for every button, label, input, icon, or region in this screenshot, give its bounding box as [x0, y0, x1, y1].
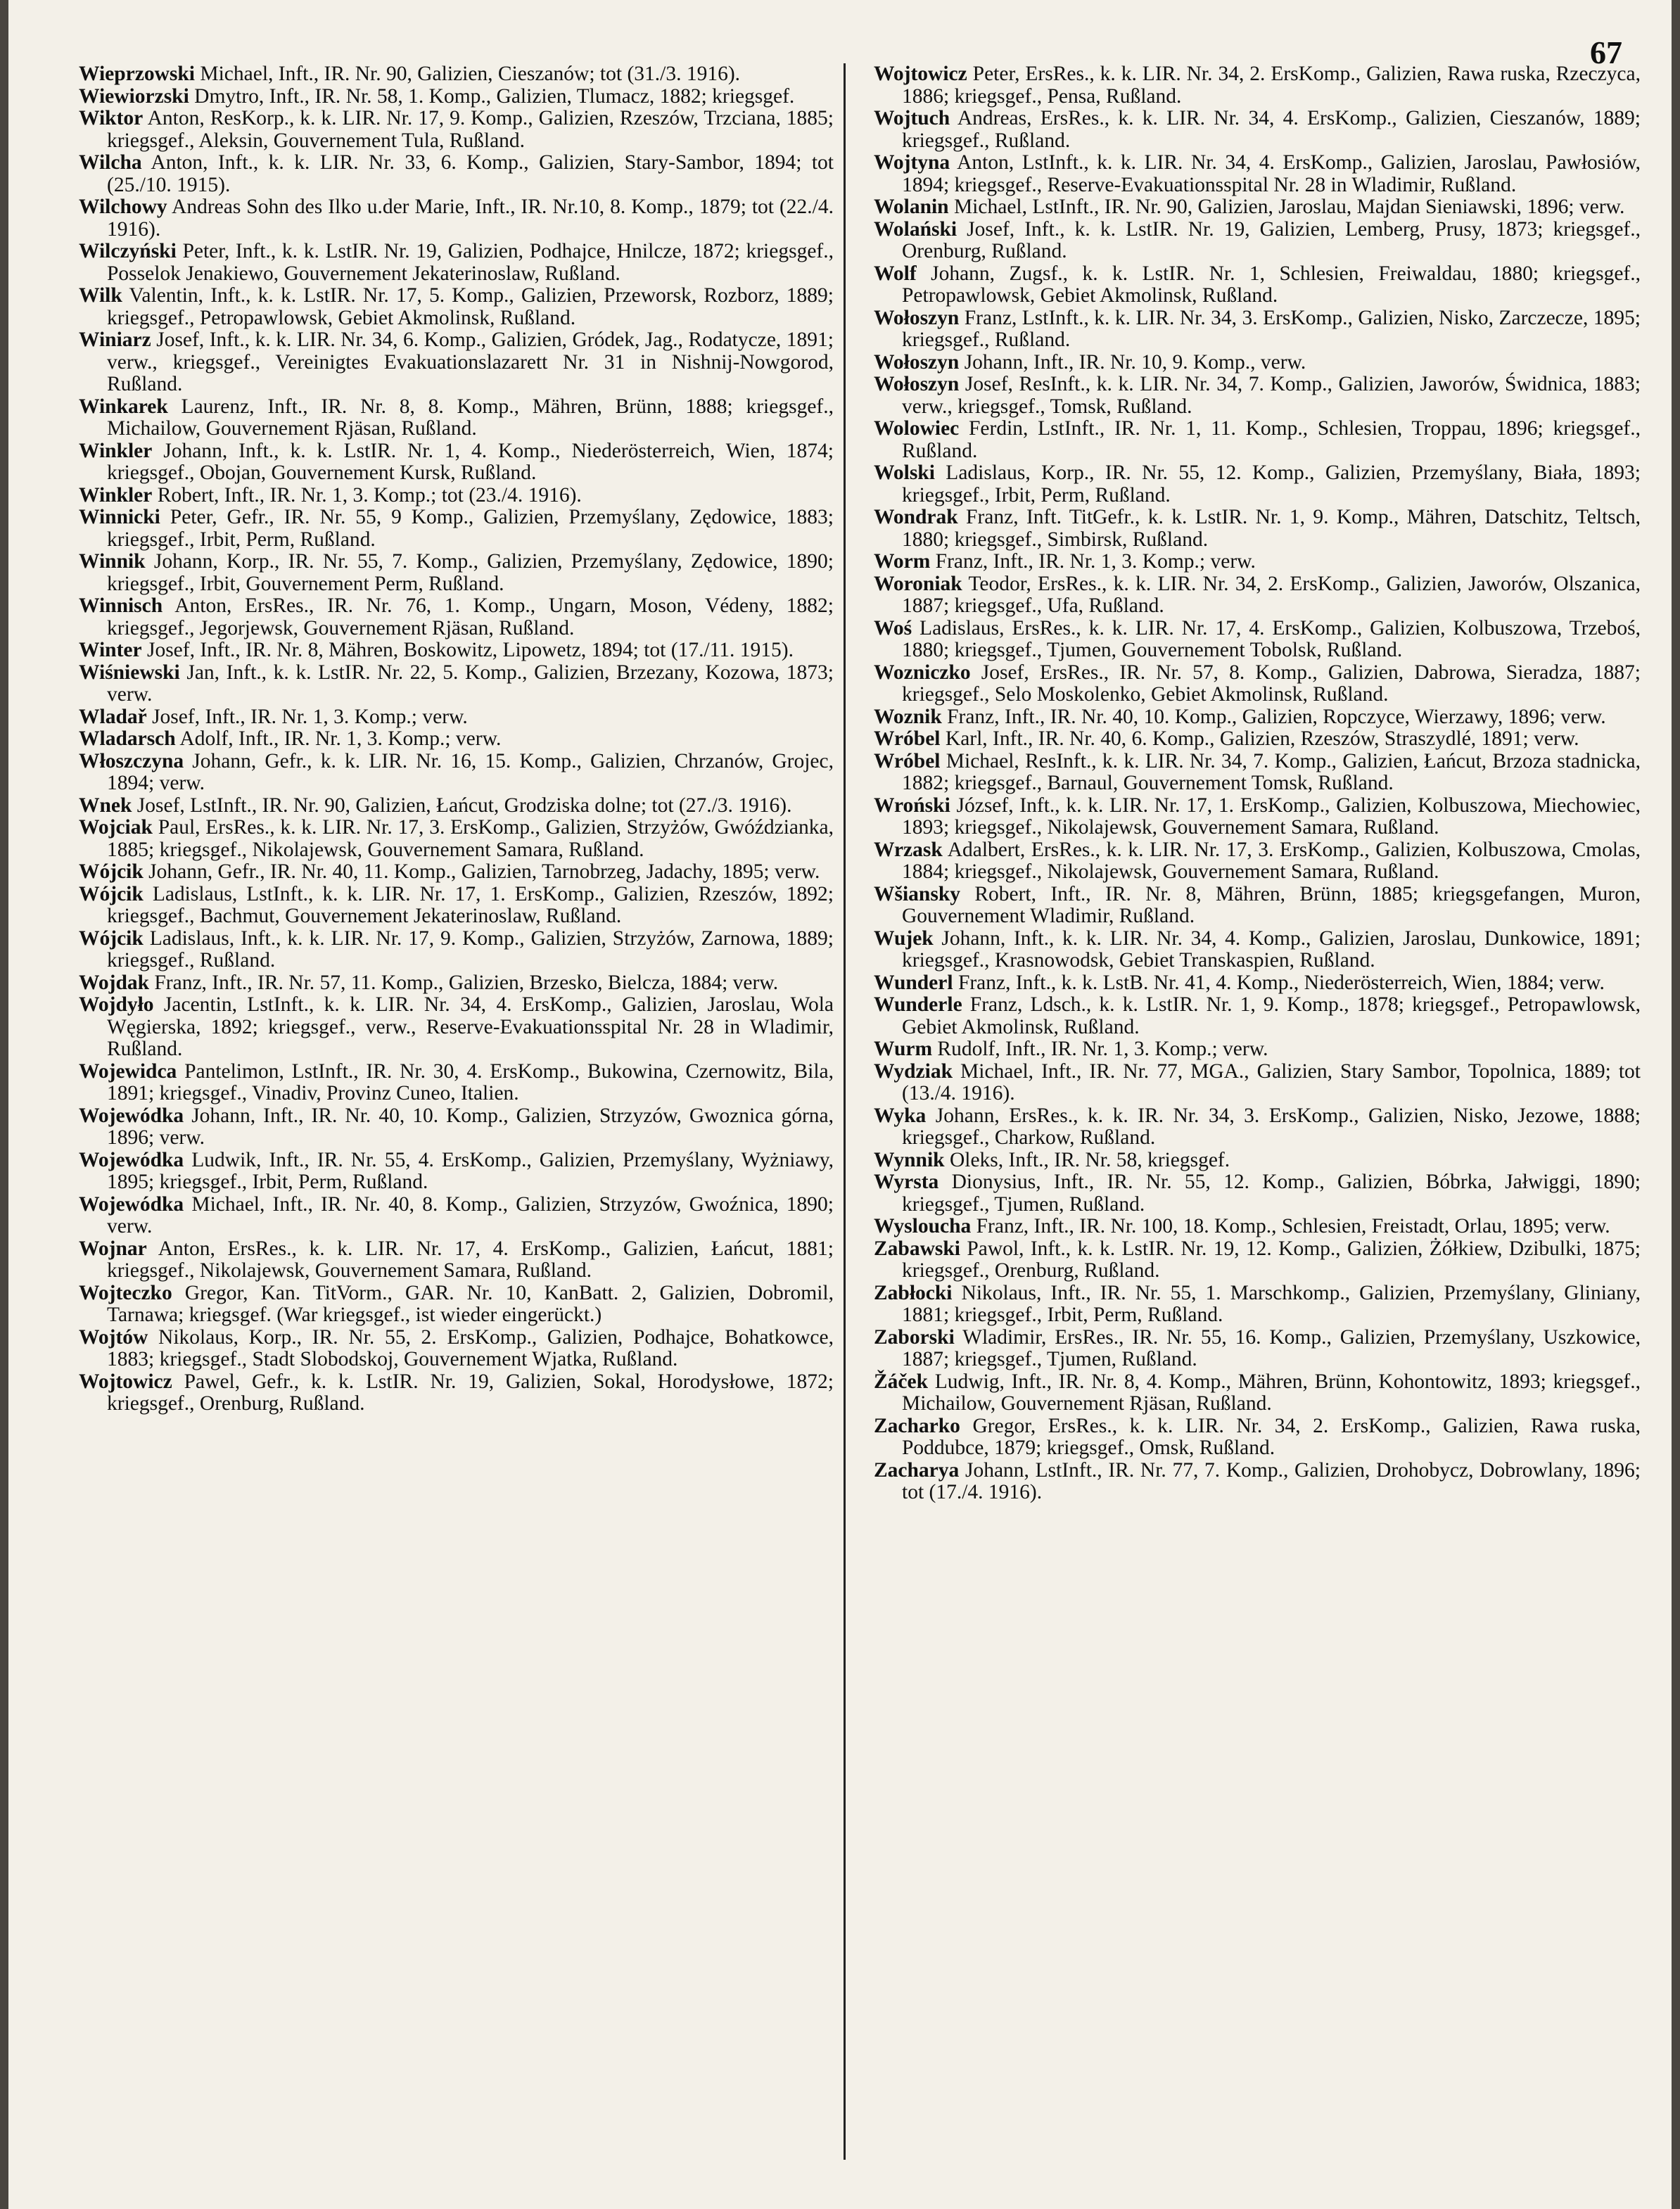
- list-entry: [874, 1238, 1641, 1282]
- entry-surname: Woznik: [874, 705, 942, 728]
- list-entry: [874, 618, 1641, 662]
- entry-details: Peter, Gefr., IR. Nr. 55, 9 Komp., Galizien, Przemyślany, Zędowice, 1883; kriegsgef., Irbit, Perm, Rußland.: [107, 506, 834, 551]
- entry-surname: Wojewódka: [79, 1104, 184, 1127]
- entry-details: Laurenz, Inft., IR. Nr. 8, 8. Komp., Mähren, Brünn, 1888; kriegsgef., Michailow, Gouvernement Rjäsan, Rußland.: [107, 395, 834, 440]
- entry-surname: Wozniczko: [874, 661, 971, 684]
- entry-details: Andreas Sohn des Ilko u.der Marie, Inft., IR. Nr.10, 8. Komp., 1879; tot (22./4. 1916).: [107, 196, 834, 241]
- list-entry: [874, 728, 1641, 751]
- list-entry: [79, 1327, 834, 1371]
- entry-surname: Włoszczyna: [79, 749, 184, 772]
- list-entry: [874, 884, 1641, 928]
- list-entry: [874, 573, 1641, 618]
- entry-surname: Zacharko: [874, 1414, 960, 1437]
- entry-surname: Wojtowicz: [79, 1370, 172, 1393]
- entry-surname: Wunderle: [874, 993, 962, 1016]
- entry-details: Nikolaus, Inft., IR. Nr. 55, 1. Marschkomp., Galizien, Przemyślany, Gliniany, 1881; kriegsgef., Irbit, Perm, Rußland.: [902, 1281, 1641, 1326]
- entry-details: Ludwig, Inft., IR. Nr. 8, 4. Komp., Mähren, Brünn, Kohontowitz, 1893; kriegsgef., Michailow, Gouvernement Rjäsan, Rußland.: [902, 1370, 1641, 1415]
- entry-details: Anton, ErsRes., k. k. LIR. Nr. 17, 4. ErsKomp., Galizien, Łańcut, 1881; kriegsgef., Nikolajewsk, Gouvernement Samara, Rußland.: [107, 1237, 834, 1282]
- right-column: [874, 63, 1641, 2160]
- list-entry: [874, 462, 1641, 507]
- entry-surname: Wojtyna: [874, 151, 950, 174]
- entry-details: Paul, ErsRes., k. k. LIR. Nr. 17, 3. ErsKomp., Galizien, Strzyżów, Gwóździanka, 1885; kriegsgef., Nikolajewsk, Gouvernement Samara, Rußland.: [107, 816, 834, 861]
- entry-details: Adolf, Inft., IR. Nr. 1, 3. Komp.; verw.: [175, 727, 502, 750]
- entry-details: Ladislaus, LstInft., k. k. LIR. Nr. 17, 1. ErsKomp., Galizien, Rzeszów, 1892; kriegsgef., Bachmut, Gouvernement Jekaterinoslaw, Rußland.: [107, 882, 834, 927]
- entry-surname: Wojewódka: [79, 1148, 184, 1171]
- entry-details: Franz, Inft., IR. Nr. 57, 11. Komp., Galizien, Brzesko, Bielcza, 1884; verw.: [149, 971, 779, 994]
- entry-details: Dionysius, Inft., IR. Nr. 55, 12. Komp., Galizien, Bóbrka, Jałwiggi, 1890; kriegsgef., Tjumen, Rußland.: [902, 1171, 1641, 1216]
- list-entry: [874, 795, 1641, 839]
- list-entry: [874, 706, 1641, 729]
- entry-details: Josef, Inft., k. k. LstIR. Nr. 19, Galizien, Lemberg, Prusy, 1873; kriegsgef., Orenburg, Rußland.: [902, 217, 1641, 262]
- list-entry: [79, 396, 834, 440]
- entry-details: Anton, Inft., k. k. LIR. Nr. 33, 6. Komp., Galizien, Stary-Sambor, 1894; tot (25./10. 1915).: [107, 151, 834, 196]
- entry-surname: Wieprzowski: [79, 63, 195, 85]
- entry-surname: Wojtów: [79, 1325, 148, 1349]
- entry-surname: Wojdak: [79, 971, 150, 994]
- entry-surname: Wojewidca: [79, 1059, 177, 1083]
- entry-surname: Wšiansky: [874, 882, 960, 905]
- entry-details: Andreas, ErsRes., k. k. LIR. Nr. 34, 4. ErsKomp., Galizien, Cieszanów, 1889; kriegsgef., Rußland.: [902, 107, 1641, 152]
- entry-surname: Wojdyło: [79, 993, 154, 1016]
- list-entry: [79, 485, 834, 507]
- entry-surname: Winkler: [79, 483, 153, 507]
- list-entry: [79, 196, 834, 241]
- list-entry: [79, 639, 834, 662]
- list-entry: [874, 994, 1641, 1038]
- entry-details: Michael, Inft., IR. Nr. 90, Galizien, Cieszanów; tot (31./3. 1916).: [195, 63, 741, 85]
- entry-surname: Zaborski: [874, 1325, 955, 1349]
- list-entry: [874, 928, 1641, 972]
- entry-surname: Wołoszyn: [874, 373, 960, 395]
- entry-details: Michael, LstInft., IR. Nr. 90, Galizien, Jaroslau, Majdan Sieniawski, 1896; verw.: [948, 196, 1625, 218]
- list-entry: [79, 706, 834, 729]
- entry-details: Josef, Inft., k. k. LIR. Nr. 34, 6. Komp., Galizien, Gródek, Jag., Rodatycze, 1891; verw., kriegsgef., Vereinigtes Evakuationslazarett Nr. 31 in Nishnij-Nowgorod, Rußland.: [107, 329, 834, 395]
- entry-surname: Winnisch: [79, 594, 163, 617]
- list-entry: [79, 329, 834, 396]
- page-number: 67: [1590, 34, 1622, 70]
- list-entry: [79, 817, 834, 861]
- entry-surname: Winnicki: [79, 506, 160, 528]
- list-entry: [874, 374, 1641, 418]
- list-entry: [79, 86, 834, 108]
- entry-surname: Wydziak: [874, 1059, 953, 1083]
- entry-surname: Zabłocki: [874, 1281, 953, 1304]
- list-entry: [79, 440, 834, 485]
- entry-surname: Wrzask: [874, 838, 943, 861]
- columns: [79, 63, 1641, 2160]
- entry-details: Wladimir, ErsRes., IR. Nr. 55, 16. Komp., Galizien, Przemyślany, Uszkowice, 1887; kriegsgef., Tjumen, Rußland.: [902, 1325, 1641, 1370]
- list-entry: [79, 795, 834, 817]
- list-entry: [874, 352, 1641, 374]
- entry-surname: Wolski: [874, 461, 935, 484]
- entry-surname: Wiktor: [79, 107, 144, 129]
- entry-details: Pantelimon, LstInft., IR. Nr. 30, 4. ErsKomp., Bukowina, Czernowitz, Bila, 1891; kriegsgef., Vinadiv, Provinz Cuneo, Italien.: [107, 1059, 834, 1104]
- entry-surname: Worm: [874, 550, 931, 573]
- list-entry: [874, 219, 1641, 263]
- list-entry: [874, 1327, 1641, 1371]
- entry-details: Franz, Inft. TitGefr., k. k. LstIR. Nr. 1, 9. Komp., Mähren, Datschitz, Teltsch, 1880; kriegsgef., Simbirsk, Rußland.: [902, 506, 1641, 551]
- entry-details: Peter, Inft., k. k. LstIR. Nr. 19, Galizien, Podhajce, Hnilcze, 1872; kriegsgef., Posselok Jenakiewo, Gouvernement Jekaterinoslaw, Rußland.: [107, 240, 834, 285]
- list-entry: [874, 1105, 1641, 1150]
- list-entry: [874, 507, 1641, 551]
- entry-surname: Wondrak: [874, 506, 958, 528]
- list-entry: [874, 751, 1641, 795]
- entry-surname: Winnik: [79, 550, 146, 573]
- list-entry: [874, 1282, 1641, 1327]
- list-entry: [874, 152, 1641, 196]
- list-entry: [874, 839, 1641, 884]
- list-entry: [874, 1216, 1641, 1238]
- list-entry: [79, 551, 834, 595]
- entry-details: Franz, Inft., IR. Nr. 1, 3. Komp.; verw.: [930, 550, 1256, 573]
- entry-surname: Wladař: [79, 705, 147, 728]
- entry-surname: Zabawski: [874, 1237, 960, 1260]
- entry-details: Gregor, ErsRes., k. k. LIR. Nr. 34, 2. ErsKomp., Galizien, Rawa ruska, Poddubce, 1879; kriegsgef., Omsk, Rußland.: [902, 1414, 1641, 1459]
- entry-surname: Woroniak: [874, 572, 962, 595]
- entry-details: Adalbert, ErsRes., k. k. LIR. Nr. 17, 3. ErsKomp., Galizien, Kolbuszowa, Cmolas, 1884; kriegsgef., Nikolajewsk, Gouvernement Samara, Rußland.: [902, 838, 1641, 883]
- list-entry: [79, 108, 834, 152]
- list-entry: [874, 1460, 1641, 1504]
- list-entry: [79, 285, 834, 329]
- entry-details: Ludwik, Inft., IR. Nr. 55, 4. ErsKomp., Galizien, Przemyślany, Wyżniawy, 1895; kriegsgef., Irbit, Perm, Rußland.: [107, 1148, 834, 1193]
- entry-details: Dmytro, Inft., IR. Nr. 58, 1. Komp., Galizien, Tlumacz, 1882; kriegsgef.: [189, 84, 795, 108]
- entry-details: Johann, Inft., IR. Nr. 40, 10. Komp., Galizien, Strzyzów, Gwoznica górna, 1896; verw.: [107, 1104, 834, 1149]
- entry-details: Peter, ErsRes., k. k. LIR. Nr. 34, 2. ErsKomp., Galizien, Rawa ruska, Rzeczyca, 1886; kriegsgef., Pensa, Rußland.: [902, 63, 1641, 108]
- entry-surname: Wojtuch: [874, 107, 950, 129]
- entry-details: Johann, Inft., k. k. LIR. Nr. 34, 4. Komp., Galizien, Jaroslau, Dunkowice, 1891; kriegsgef., Krasnowodsk, Gebiet Transkaspien, Rußland.: [902, 927, 1641, 972]
- list-entry: [79, 751, 834, 795]
- entry-details: Franz, LstInft., k. k. LIR. Nr. 34, 3. ErsKomp., Galizien, Nisko, Zarczecze, 1895; kriegsgef., Rußland.: [902, 306, 1641, 351]
- entry-surname: Wolf: [874, 262, 917, 285]
- entry-surname: Wiśniewski: [79, 661, 180, 684]
- entry-details: Teodor, ErsRes., k. k. LIR. Nr. 34, 2. ErsKomp., Galizien, Jaworów, Olszanica, 1887; kriegsgef., Ufa, Rußland.: [902, 572, 1641, 617]
- list-entry: [79, 861, 834, 884]
- entry-surname: Winkarek: [79, 395, 168, 418]
- entry-surname: Wróbel: [874, 749, 941, 772]
- entry-details: Josef, Inft., IR. Nr. 1, 3. Komp.; verw.: [146, 705, 468, 728]
- list-entry: [874, 263, 1641, 307]
- list-entry: [874, 972, 1641, 995]
- entry-surname: Wysloucha: [874, 1215, 972, 1237]
- entry-details: Franz, Ldsch., k. k. LstIR. Nr. 1, 9. Komp., 1878; kriegsgef., Petropawlowsk, Gebiet Akmolinsk, Rußland.: [902, 993, 1641, 1038]
- entry-surname: Wyka: [874, 1104, 927, 1127]
- entry-surname: Wójcik: [79, 882, 144, 905]
- entry-surname: Zacharya: [874, 1458, 960, 1482]
- entry-details: Robert, Inft., IR. Nr. 8, Mähren, Brünn, 1885; kriegsgefangen, Muron, Gouvernement Wladimir, Rußland.: [902, 882, 1641, 927]
- document-page: [8, 0, 1672, 2209]
- entry-details: Oleks, Inft., IR. Nr. 58, kriegsgef.: [944, 1148, 1230, 1171]
- list-entry: [79, 1061, 834, 1105]
- entry-details: Nikolaus, Korp., IR. Nr. 55, 2. ErsKomp., Galizien, Podhajce, Bohatkowce, 1883; kriegsgef., Stadt Slobodskoj, Gouvernement Wjatka, Rußland.: [107, 1325, 834, 1370]
- entry-surname: Wujek: [874, 927, 934, 950]
- entry-surname: Wladarsch: [79, 727, 176, 750]
- entry-surname: Wilcha: [79, 151, 142, 174]
- entry-details: Pawel, Gefr., k. k. LstIR. Nr. 19, Galizien, Sokal, Horodysłowe, 1872; kriegsgef., Orenburg, Rußland.: [107, 1370, 834, 1415]
- entry-details: Jacentin, LstInft., k. k. LIR. Nr. 34, 4. ErsKomp., Galizien, Jaroslau, Wola Węgierska, 1892; kriegsgef., verw., Reserve-Evakuationsspital Nr. 28 in Wladimir, Rußland.: [107, 993, 834, 1060]
- entry-surname: Wojciak: [79, 816, 153, 839]
- entry-surname: Wójcik: [79, 927, 144, 950]
- entry-details: Ladislaus, ErsRes., k. k. LIR. Nr. 17, 4. ErsKomp., Galizien, Kolbuszowa, Trzeboś, 1880; kriegsgef., Tjumen, Gouvernement Tobolsk, Rußland.: [902, 616, 1641, 661]
- list-entry: [79, 662, 834, 706]
- list-entry: [874, 63, 1641, 108]
- entry-surname: Wojewódka: [79, 1192, 184, 1216]
- entry-surname: Wolowiec: [874, 417, 960, 440]
- entry-details: Anton, ErsRes., IR. Nr. 76, 1. Komp., Ungarn, Moson, Védeny, 1882; kriegsgef., Jegorjewsk, Gouvernement Rjäsan, Rußland.: [107, 594, 834, 639]
- entry-details: Johann, Gefr., IR. Nr. 40, 11. Komp., Galizien, Tarnobrzeg, Jadachy, 1895; verw.: [143, 860, 820, 883]
- entry-details: Ladislaus, Inft., k. k. LIR. Nr. 17, 9. Komp., Galizien, Strzyżów, Zarnowa, 1889; kriegsgef., Rußland.: [107, 927, 834, 972]
- entry-details: Pawol, Inft., k. k. LstIR. Nr. 19, 12. Komp., Galizien, Żółkiew, Dzibulki, 1875; kriegsgef., Orenburg, Rußland.: [902, 1237, 1641, 1282]
- entry-surname: Wilczyński: [79, 240, 177, 262]
- list-entry: [874, 108, 1641, 152]
- list-entry: [874, 1171, 1641, 1216]
- entry-details: Josef, Inft., IR. Nr. 8, Mähren, Boskowitz, Lipowetz, 1894; tot (17./11. 1915).: [141, 639, 794, 661]
- entry-details: Josef, ErsRes., IR. Nr. 57, 8. Komp., Galizien, Dabrowa, Sieradza, 1887; kriegsgef., Selo Moskolenko, Gebiet Akmolinsk, Rußland.: [902, 661, 1641, 706]
- entry-surname: Wolański: [874, 217, 957, 241]
- entry-surname: Winiarz: [79, 329, 151, 351]
- entry-surname: Wojnar: [79, 1237, 147, 1260]
- entry-details: Josef, LstInft., IR. Nr. 90, Galizien, Łańcut, Grodziska dolne; tot (27./3. 1916).: [132, 794, 792, 817]
- entry-surname: Wurm: [874, 1038, 933, 1060]
- entry-surname: Wróbel: [874, 727, 941, 750]
- list-entry: [79, 1371, 834, 1415]
- entry-surname: Woś: [874, 616, 912, 639]
- left-column: [79, 63, 846, 2160]
- entry-details: Johann, Korp., IR. Nr. 55, 7. Komp., Galizien, Przemyślany, Zędowice, 1890; kriegsgef., Irbit, Gouvernement Perm, Rußland.: [107, 550, 834, 595]
- list-entry: [79, 994, 834, 1061]
- list-entry: [79, 972, 834, 995]
- list-entry: [79, 1238, 834, 1282]
- list-entry: [874, 1371, 1641, 1415]
- entry-surname: Wroński: [874, 794, 950, 817]
- list-entry: [874, 1038, 1641, 1061]
- list-entry: [79, 1105, 834, 1150]
- entry-details: Johann, LstInft., IR. Nr. 77, 7. Komp., Galizien, Drohobycz, Dobrowlany, 1896; tot (17./4. 1916).: [902, 1458, 1641, 1503]
- entry-details: Anton, ResKorp., k. k. LIR. Nr. 17, 9. Komp., Galizien, Rzeszów, Trzciana, 1885; kriegsgef., Aleksin, Gouvernement Tula, Rußland.: [107, 107, 834, 152]
- entry-details: Michael, Inft., IR. Nr. 40, 8. Komp., Galizien, Strzyzów, Gwoźnica, 1890; verw.: [107, 1192, 834, 1237]
- list-entry: [79, 152, 834, 196]
- entry-details: Johann, ErsRes., k. k. IR. Nr. 34, 3. ErsKomp., Galizien, Nisko, Jezowe, 1888; kriegsgef., Charkow, Rußland.: [902, 1104, 1641, 1149]
- entry-surname: Wiewiorzski: [79, 84, 189, 108]
- entry-details: Robert, Inft., IR. Nr. 1, 3. Komp.; tot (23./4. 1916).: [152, 483, 582, 507]
- list-entry: [79, 1150, 834, 1194]
- list-entry: [874, 307, 1641, 352]
- entry-surname: Wunderl: [874, 971, 953, 994]
- entry-details: Rudolf, Inft., IR. Nr. 1, 3. Komp.; verw.: [932, 1038, 1268, 1060]
- entry-surname: Wołoszyn: [874, 350, 960, 374]
- list-entry: [79, 595, 834, 639]
- entry-details: Franz, Inft., k. k. LstB. Nr. 41, 4. Komp., Niederösterreich, Wien, 1884; verw.: [953, 971, 1605, 994]
- entry-details: Michael, ResInft., k. k. LIR. Nr. 34, 7. Komp., Galizien, Łańcut, Brzoza stadnicka, 1882; kriegsgef., Barnaul, Gouvernement Tomsk, Rußland.: [902, 749, 1641, 794]
- entry-details: Josef, ResInft., k. k. LIR. Nr. 34, 7. Komp., Galizien, Jaworów, Świdnica, 1883; verw., kriegsgef., Tomsk, Rußland.: [902, 373, 1641, 418]
- list-entry: [874, 662, 1641, 706]
- list-entry: [874, 196, 1641, 219]
- entry-details: József, Inft., k. k. LIR. Nr. 17, 1. ErsKomp., Galizien, Kolbuszowa, Miechowiec, 1893; kriegsgef., Nikolajewsk, Gouvernement Samara, Rußland.: [902, 794, 1641, 839]
- entry-surname: Žáček: [874, 1370, 929, 1393]
- entry-surname: Winkler: [79, 439, 153, 462]
- list-entry: [874, 1061, 1641, 1105]
- entry-details: Anton, LstInft., k. k. LIR. Nr. 34, 4. ErsKomp., Galizien, Jaroslau, Pawłosiów, 1894; kriegsgef., Reserve-Evakuationsspital Nr. 28 in Wladimir, Rußland.: [902, 151, 1641, 196]
- list-entry: [874, 1150, 1641, 1172]
- entry-details: Johann, Zugsf., k. k. LstIR. Nr. 1, Schlesien, Freiwaldau, 1880; kriegsgef., Petropawlowsk, Gebiet Akmolinsk, Rußland.: [902, 262, 1641, 307]
- entry-details: Gregor, Kan. TitVorm., GAR. Nr. 10, KanBatt. 2, Galizien, Dobromil, Tarnawa; kriegsgef. (War kriegsgef., ist wieder eingerückt.): [107, 1281, 834, 1326]
- entry-details: Ferdin, LstInft., IR. Nr. 1, 11. Komp., Schlesien, Troppau, 1896; kriegsgef., Rußland.: [902, 417, 1641, 462]
- entry-details: Valentin, Inft., k. k. LstIR. Nr. 17, 5. Komp., Galizien, Przeworsk, Rozborz, 1889; kriegsgef., Petropawlowsk, Gebiet Akmolinsk, Rußland.: [107, 284, 834, 329]
- list-entry: [79, 1282, 834, 1327]
- entry-details: Franz, Inft., IR. Nr. 100, 18. Komp., Schlesien, Freistadt, Orlau, 1895; verw.: [971, 1215, 1610, 1237]
- entry-surname: Wnek: [79, 794, 132, 817]
- list-entry: [79, 63, 834, 86]
- entry-details: Jan, Inft., k. k. LstIR. Nr. 22, 5. Komp., Galizien, Brzezany, Kozowa, 1873; verw.: [107, 661, 834, 706]
- entry-surname: Wójcik: [79, 860, 144, 883]
- entry-details: Michael, Inft., IR. Nr. 77, MGA., Galizien, Stary Sambor, Topolnica, 1889; tot (13./4. 1916).: [902, 1059, 1641, 1104]
- list-entry: [79, 928, 834, 972]
- entry-surname: Wojteczko: [79, 1281, 172, 1304]
- entry-details: Ladislaus, Korp., IR. Nr. 55, 12. Komp., Galizien, Przemyślany, Biała, 1893; kriegsgef., Irbit, Perm, Rußland.: [902, 461, 1641, 507]
- entry-surname: Wynnik: [874, 1148, 945, 1171]
- entry-surname: Wołoszyn: [874, 306, 960, 329]
- entry-surname: Wolanin: [874, 196, 949, 218]
- list-entry: [874, 551, 1641, 573]
- list-entry: [79, 507, 834, 551]
- list-entry: [79, 884, 834, 928]
- entry-details: Johann, Inft., k. k. LstIR. Nr. 1, 4. Komp., Niederösterreich, Wien, 1874; kriegsgef., Obojan, Gouvernement Kursk, Rußland.: [107, 439, 834, 484]
- entry-surname: Wojtowicz: [874, 63, 967, 85]
- list-entry: [79, 241, 834, 285]
- list-entry: [874, 1415, 1641, 1460]
- entry-surname: Winter: [79, 639, 142, 661]
- list-entry: [874, 418, 1641, 462]
- entry-surname: Wyrsta: [874, 1171, 939, 1193]
- entry-details: Karl, Inft., IR. Nr. 40, 6. Komp., Galizien, Rzeszów, Straszydlé, 1891; verw.: [940, 727, 1579, 750]
- entry-surname: Wilk: [79, 284, 122, 307]
- entry-details: Franz, Inft., IR. Nr. 40, 10. Komp., Galizien, Ropczyce, Wierzawy, 1896; verw.: [941, 705, 1606, 728]
- entry-surname: Wilchowy: [79, 196, 167, 218]
- list-entry: [79, 728, 834, 751]
- list-entry: [79, 1194, 834, 1238]
- entry-details: Johann, Gefr., k. k. LIR. Nr. 16, 15. Komp., Galizien, Chrzanów, Grojec, 1894; verw.: [107, 749, 834, 794]
- entry-details: Johann, Inft., IR. Nr. 10, 9. Komp., verw.: [959, 350, 1306, 374]
